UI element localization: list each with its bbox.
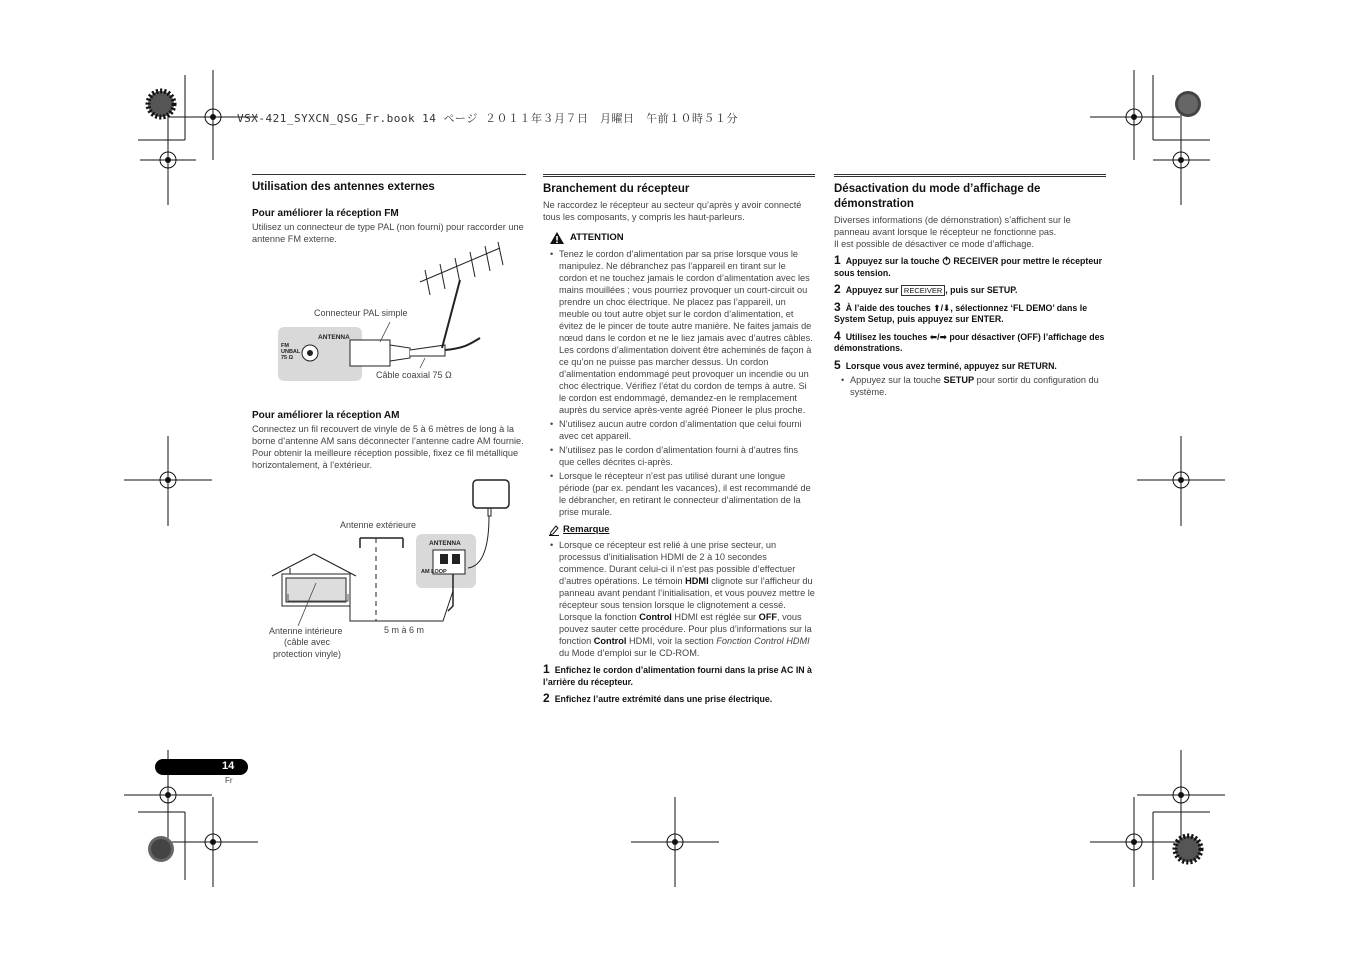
attention-item: • N’utilisez pas le cordon d’alimentation fourni à d’autres fins que celles décrites ci-après. (559, 444, 815, 468)
label-wire-length: 5 m à 6 m (384, 625, 425, 635)
am-panel-antenna-label: ANTENNA (429, 540, 461, 547)
demo-step-5-note (834, 374, 1106, 398)
attention-label: ATTENTION (570, 232, 624, 243)
remark-label: Remarque (563, 524, 610, 535)
label-pal-connector: Connecteur PAL simple (314, 308, 408, 318)
demo-step-4: 4 Utilisez les touches ⬅/➡ pour désactiver (OFF) l’affichage des démonstrations. (834, 328, 1105, 353)
label-outdoor-antenna: Antenne extérieure (340, 520, 417, 530)
connecting-intro: Ne raccordez le récepteur au secteur qu’après y avoir connecté tous les composants, y compris les haut-parleurs. (543, 200, 802, 222)
label-indoor-antenna-1: Antenne intérieure (269, 626, 343, 636)
star-target-tl (148, 91, 174, 117)
attention-item: • Tenez le cordon d’alimentation par sa prise lorsque vous le manipulez. Ne débranchez pas l’appareil en tirant sur le cordon et ne touchez jamais le cordon d’alimentation avec les mains mouillées ; vous pourriez provoquer un court-circuit ou prendre un choc électrique. Ne placez pas l’appareil, un meuble ou tout autre objet sur le cordon d’alimentation, et évitez de le pincer de toute autre manière. Ne faites jamais de nœud dans le cordon et ne le liez jamais avec d’autres câbles. Les cordons d’alimentation doivent être acheminés de façon à ce qu’on ne puisse pas marcher dessus. Un cordon d’alimentation endommagé peut provoquer un incendie ou un choc électrique. Vérifiez l’état du cordon de temps à autre. Si le cordon est endommagé, demandez-en le remplacement auprès du service après-vente agréé Pioneer le plus proche. (559, 248, 815, 416)
star-target-br (1175, 836, 1201, 862)
attention-item: • N’utilisez aucun autre cordon d’alimentation que celui fourni avec cet appareil. (559, 418, 815, 442)
star-target-bl (148, 836, 174, 862)
fm-panel-fm-label: FM (281, 343, 289, 349)
am-text-1: Connectez un fil recouvert de vinyle de 5 à 6 mètres de long à la borne d’antenne AM sans déconnecter l’antenne cadre AM fournie. (252, 424, 524, 446)
power-icon (942, 256, 951, 265)
demo-step-5: 5 Lorsque vous avez terminé, appuyez sur RETURN. (834, 357, 1057, 372)
am-heading: Pour améliorer la réception AM (252, 410, 400, 421)
demo-step-3: 3 À l’aide des touches ⬆/⬇, sélectionnez ‘FL DEMO’ dans le System Setup, puis appuyez sur ENTER. (834, 299, 1088, 324)
connect-step-1: 1 Enfichez le cordon d’alimentation fourni dans la prise AC IN à l’arrière du récepteur. (543, 662, 812, 687)
section-title-connecting: Branchement du récepteur (543, 183, 690, 195)
label-coax-cable: Câble coaxial 75 Ω (376, 370, 452, 380)
attention-list (543, 248, 815, 518)
demo-step-1: 1 Appuyez sur la touche RECEIVER pour mettre le récepteur sous tension. (834, 253, 1103, 278)
receiver-key-icon: RECEIVER (901, 285, 945, 296)
page-number: 14 (222, 760, 235, 772)
section-title-antennas: Utilisation des antennes externes (252, 181, 435, 193)
am-text-2: Pour obtenir la meilleure réception possible, fixez ce fil métallique horizontalement, à l’extérieur. (252, 448, 519, 470)
fm-panel-ohm-label: 75 Ω (281, 355, 294, 361)
am-panel-amloop-label: AM LOOP (421, 569, 447, 575)
label-indoor-antenna-3: protection vinyle) (273, 649, 342, 659)
demo-intro-2: Il est possible de désactiver ce mode d’affichage. (834, 239, 1035, 249)
fm-heading: Pour améliorer la réception FM (252, 208, 399, 219)
remark-list (543, 539, 815, 659)
remark-heading (549, 524, 815, 536)
column-demo-mode (834, 174, 1106, 400)
label-indoor-antenna-2: (câble avec (284, 637, 331, 647)
demo-step-2: 2 Appuyez sur RECEIVER , puis sur SETUP. (834, 282, 1018, 296)
connect-step-2: 2 Enfichez l’autre extrémité dans une prise électrique. (543, 691, 773, 705)
am-antenna-diagram (268, 476, 528, 626)
pencil-note-icon (549, 525, 559, 536)
demo-intro-1: Diverses informations (de démonstration) s’affichent sur le panneau avant lorsque le récepteur ne fonctionne pas. (834, 215, 1071, 237)
column-connecting (543, 174, 815, 706)
star-target-tr (1175, 91, 1201, 117)
fm-panel-antenna-label: ANTENNA (318, 334, 350, 341)
section-title-demo: Désactivation du mode d’affichage de démonstration (834, 183, 1041, 210)
warning-triangle-icon (549, 231, 565, 245)
demo-note-item: • Appuyez sur la touche SETUP pour sortir du configuration du système. (850, 374, 1106, 398)
remark-item: • Lorsque ce récepteur est relié à une prise secteur, un processus d’initialisation HDMI de 2 à 10 secondes commence. Durant celui-ci il n’est pas possible d’effectuer d’autres opérations. Le témoin HDMI clignote sur l’afficheur du panneau avant pendant l’initialisation, et vous pouvez mettre le récepteur sous tension lorsque le clignotement a cessé. Lorsque la fonction Control HDMI est réglée sur OFF, vous pouvez sauter cette procédure. Pour plus d’informations sur la fonction Control HDMI, voir la section Fonction Control HDMI du Mode d’emploi sur le CD-ROM. (559, 539, 815, 659)
attention-heading (549, 231, 815, 245)
book-header-line: VSX-421_SYXCN_QSG_Fr.book 14 ページ ２０１１年３月７日 月曜日 午前１０時５１分 (237, 112, 738, 125)
fm-text: Utilisez un connecteur de type PAL (non fourni) pour raccorder une antenne FM externe. (252, 222, 524, 244)
attention-item: • Lorsque le récepteur n’est pas utilisé durant une longue période (par ex. pendant les vacances), il est recommandé de le débrancher, en retirant le connecteur d’alimentation de la prise murale. (559, 470, 815, 518)
fm-panel-unbal-label: UNBAL (281, 349, 301, 355)
page-language: Fr (225, 776, 233, 785)
